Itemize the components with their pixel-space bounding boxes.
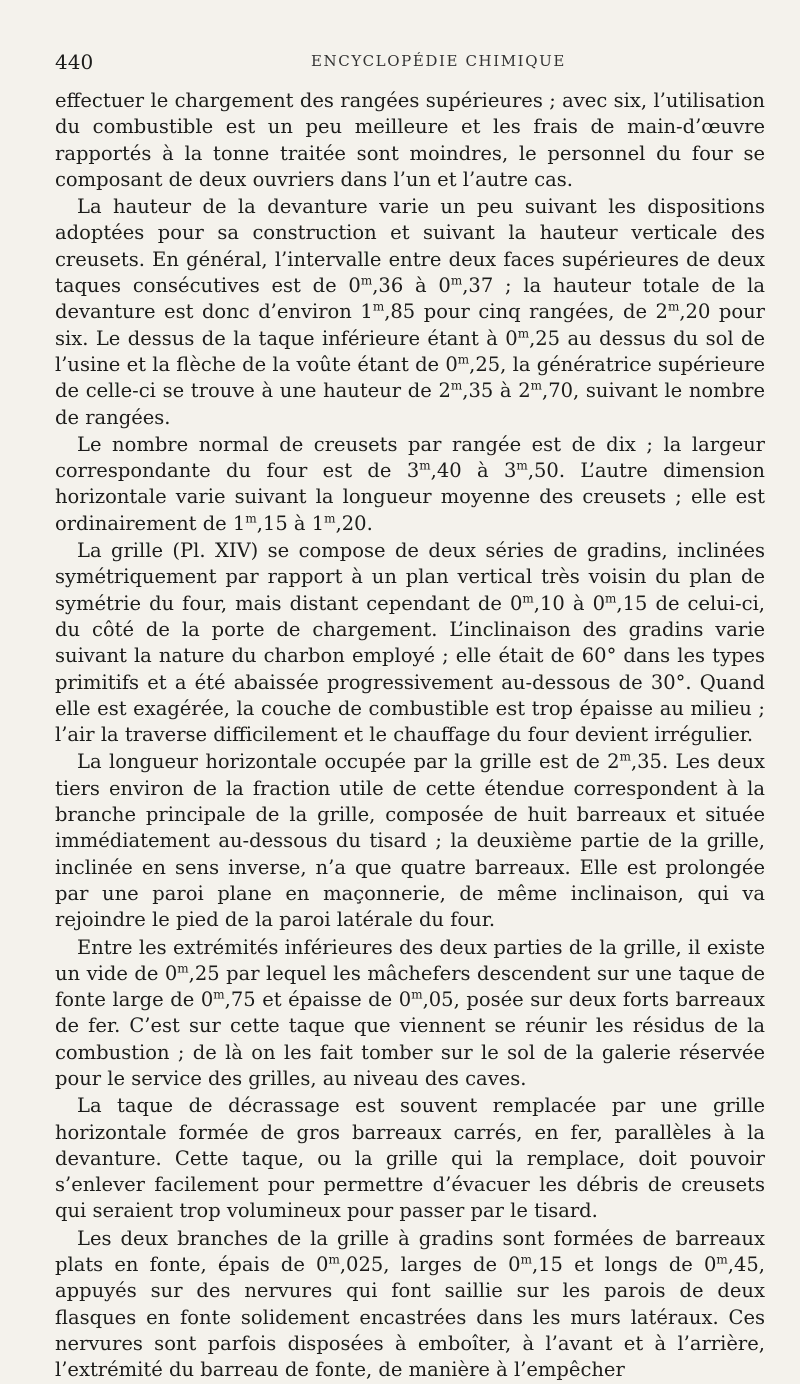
page-header	[55, 50, 800, 78]
paragraph: La taque de décrassage est souvent remplacée par une grille horizontale formée de gros barreaux carrés, en fer, parallèles à la devanture. Cette taque, ou la grille qui la remplace, doit pouvoir s’enlever facilement pour permettre d’évacuer les débris de creusets qui seraient trop volumineux pour passer par le tisard.	[55, 1094, 765, 1223]
paragraph: Les deux branches de la grille à gradins sont formées de barreaux plats en fonte, épais de 0$^m$,025, larges de 0$^m$,15 et longs de 0$^m$,45, appuyés sur des nervures qui font saillie sur les parois de deux flasques en fonte solidement encastrées dans les murs latéraux. Ces nervures sont parfois disposées à emboîter, à l’avant et à l’arrière, l’extrémité du barreau de fonte, de manière à l’empêcher	[55, 1226, 766, 1382]
page-number: 440	[55, 50, 94, 74]
paragraph: La longueur horizontale occupée par la grille est de 2$^m$,35. Les deux tiers environ de la fraction utile de cette étendue correspondent à la branche principale de la grille, composée de huit barreaux et située immédiatement au-dessous du tisard ; la deuxième partie de la grille, inclinée en sens inverse, n’a que quatre barreaux. Elle est prolongée par une paroi plane en maçonnerie, de même inclinaison, qui va rejoindre le pied de la paroi latérale du four.	[55, 749, 766, 932]
body-text	[55, 88, 765, 1384]
paragraph: La grille (Pl. XIV) se compose de deux séries de gradins, inclinées symétriquement par rapport à un plan vertical très voisin du plan de symétrie du four, mais distant cependant de 0$^m$,10 à 0$^m$,15 de celui-ci, du côté de la porte de chargement. L’inclinaison des gradins varie suivant la nature du charbon employé ; elle était de 60° dans les types primitifs et a été abaissée progressivement au-dessous de 30°. Quand elle est exagérée, la couche de combustible est trop épaisse au milieu ; l’air la traverse difficilement et le chauffage du four devient irrégulier.	[55, 539, 766, 747]
running-title: ENCYCLOPÉDIE CHIMIQUE	[311, 52, 566, 70]
paragraph: Entre les extrémités inférieures des deux parties de la grille, il existe un vide de 0$^m$,25 par lequel les mâchefers descendent sur une taque de fonte large de 0$^m$,75 et épaisse de 0$^m$,05, posée sur deux forts barreaux de fer. C’est sur cette taque que viennent se réunir les résidus de la combustion ; de là on les fait tomber sur le sol de la galerie réservée pour le service des grilles, au niveau des caves.	[55, 935, 766, 1090]
paragraph: La hauteur de la devanture varie un peu suivant les dispositions adoptées pour sa construction et suivant la hauteur verticale des creusets. En général, l’intervalle entre deux faces supérieures de deux taques consécutives est de 0$^m$,36 à 0$^m$,37 ; la hauteur totale de la devanture est donc d’environ 1$^m$,85 pour cinq rangées, de 2$^m$,20 pour six. Le dessus de la taque inférieure étant à 0$^m$,25 au dessus du sol de l’usine et la flèche de la voûte étant de 0$^m$,25, la génératrice supérieure de celle-ci se trouve à une hauteur de 2$^m$,35 à 2$^m$,70, suivant le nombre de rangées.	[55, 195, 766, 429]
paragraph: Le nombre normal de creusets par rangée est de dix ; la largeur correspondante du four est de 3$^m$,40 à 3$^m$,50. L’autre dimension horizontale varie suivant la longueur moyenne des creusets ; elle est ordinairement de 1$^m$,15 à 1$^m$,20.	[55, 432, 765, 535]
paragraph: effectuer le chargement des rangées supérieures ; avec six, l’utilisation du combustible est un peu meilleure et les frais de main-d’œuvre rapportés à la tonne traitée sont moindres, le personnel du four se composant de deux ouvriers dans l’un et l’autre cas.	[55, 89, 765, 191]
